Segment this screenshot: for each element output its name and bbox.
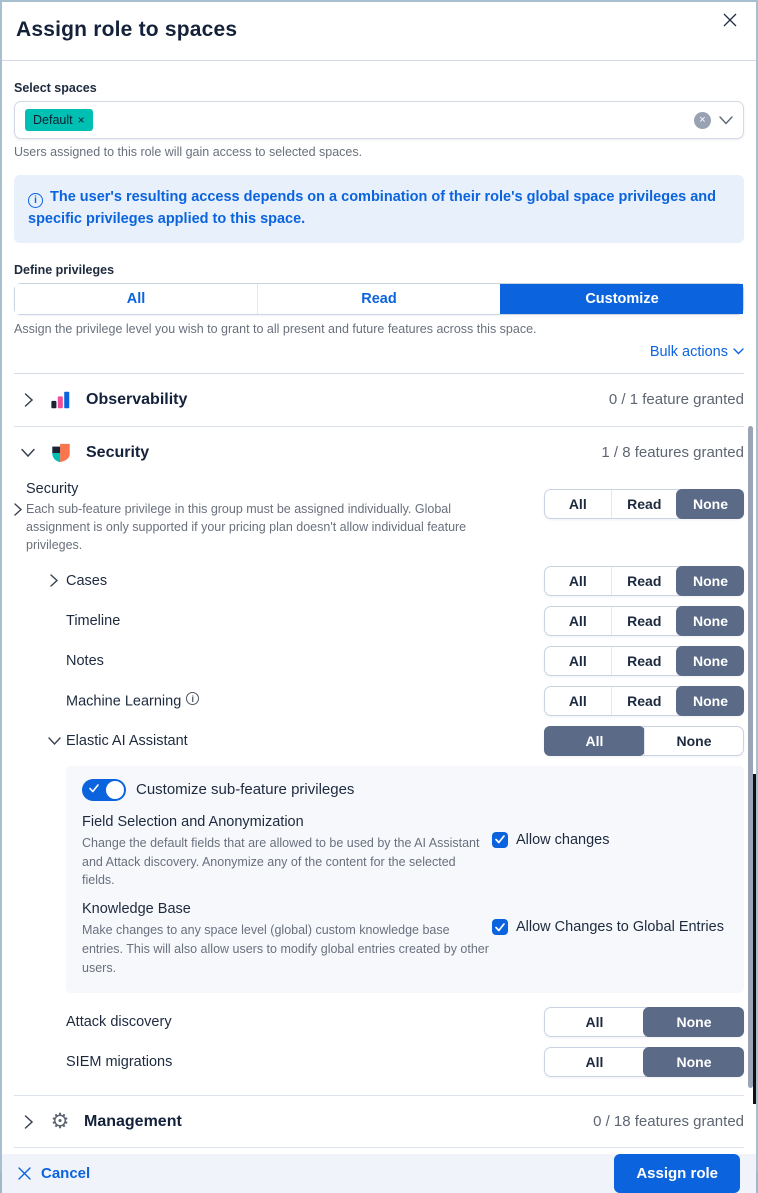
all-button[interactable]: All <box>585 1054 604 1071</box>
divider <box>14 1147 744 1148</box>
access-info-callout <box>14 175 744 243</box>
ai-assistant-privilege-group <box>544 726 744 756</box>
chevron-down-icon <box>733 348 744 355</box>
feature-row-timeline <box>14 606 744 636</box>
attack-discovery-privilege-group <box>544 1007 744 1037</box>
subfeature-text <box>82 814 490 890</box>
close-icon <box>18 1167 31 1180</box>
read-button[interactable]: Read <box>611 607 678 635</box>
feature-description: Each sub-feature privilege in this group must be assigned individually. Global assignment is only supported if your pricing plan doesn't allow individual feature privileges. <box>26 501 467 552</box>
subfeature-knowledge-base <box>82 901 728 977</box>
spaces-combobox[interactable] <box>14 101 744 139</box>
section-summary: 0 / 1 feature granted <box>608 391 744 408</box>
info-icon: i <box>28 193 43 208</box>
spaces-help-text: Users assigned to this role will gain access to selected spaces. <box>14 145 363 159</box>
checkbox-label: Allow changes <box>516 831 610 848</box>
section-title: Security <box>86 443 150 461</box>
all-button[interactable]: All <box>544 726 645 756</box>
all-button[interactable]: All <box>585 1014 604 1031</box>
read-button[interactable]: Read <box>611 647 678 675</box>
notes-privilege-group <box>544 646 744 676</box>
feature-row-elastic-ai-assistant <box>14 726 744 756</box>
cancel-label: Cancel <box>41 1165 91 1183</box>
none-button[interactable]: None <box>643 1047 744 1077</box>
none-button[interactable]: None <box>676 566 744 596</box>
checkbox-checked-icon[interactable] <box>492 832 508 848</box>
callout-text: The user's resulting access depends on a combination of their role's global space privileges and specific privileges applied to this space. <box>28 189 717 227</box>
ai-assistant-subfeature-panel <box>66 766 744 994</box>
none-button[interactable]: None <box>676 489 744 519</box>
checkbox-checked-icon[interactable] <box>492 919 508 935</box>
all-button[interactable]: All <box>568 495 587 512</box>
none-button[interactable]: None <box>676 606 744 636</box>
toggle-knob <box>106 781 124 799</box>
chevron-right-icon[interactable] <box>46 574 62 587</box>
all-button[interactable]: All <box>568 692 587 709</box>
cases-privilege-group <box>544 566 744 596</box>
feature-row-machine-learning <box>14 686 744 716</box>
modal-header <box>2 2 756 61</box>
modal-body <box>2 61 756 1148</box>
privilege-level-button-group <box>14 283 744 315</box>
feature-label: Attack discovery <box>66 1014 172 1031</box>
privilege-read-button[interactable]: Read <box>257 284 500 314</box>
select-spaces-label: Select spaces <box>14 81 97 95</box>
all-button[interactable]: All <box>568 612 587 629</box>
none-button[interactable]: None <box>676 646 744 676</box>
section-security[interactable] <box>14 427 744 479</box>
chevron-right-icon[interactable] <box>20 392 36 408</box>
timeline-privilege-group <box>544 606 744 636</box>
feature-label: Timeline <box>66 612 121 629</box>
feature-label: Notes <box>66 652 104 669</box>
define-privileges-label: Define privileges <box>14 262 115 277</box>
allow-changes-checkbox-row[interactable] <box>492 832 610 848</box>
security-logo-icon <box>50 442 72 464</box>
subfeature-text <box>82 901 490 977</box>
section-summary: 1 / 8 features granted <box>601 444 744 461</box>
feature-label: Cases <box>66 572 108 589</box>
info-icon[interactable]: i <box>186 692 199 705</box>
observability-logo-icon <box>50 389 72 411</box>
feature-label: SIEM migrations <box>66 1054 173 1071</box>
checkbox-label: Allow Changes to Global Entries <box>516 919 724 936</box>
allow-global-entries-checkbox-row[interactable] <box>492 919 724 935</box>
section-summary: 0 / 18 features granted <box>593 1113 744 1131</box>
feature-label: Elastic AI Assistant <box>66 732 188 749</box>
privilege-help-text: Assign the privilege level you wish to grant to all present and future features across this space. <box>14 321 537 336</box>
all-button[interactable]: All <box>568 652 587 669</box>
combo-icons <box>694 112 733 129</box>
cancel-button[interactable] <box>18 1165 90 1182</box>
machine-learning-privilege-group <box>544 686 744 716</box>
feature-row-notes <box>14 646 744 676</box>
read-button[interactable]: Read <box>611 490 678 518</box>
space-badge-label: Default <box>33 113 73 127</box>
read-button[interactable]: Read <box>611 567 678 595</box>
subfeature-title: Field Selection and Anonymization <box>82 813 304 830</box>
read-button[interactable]: Read <box>611 687 678 715</box>
section-management[interactable] <box>14 1096 744 1147</box>
feature-row-cases <box>14 566 744 596</box>
subfeature-field-selection <box>82 814 728 890</box>
chevron-down-icon[interactable] <box>46 737 62 745</box>
feature-row-siem-migrations <box>14 1047 744 1077</box>
none-button[interactable]: None <box>643 1007 744 1037</box>
none-button[interactable]: None <box>676 686 744 716</box>
feature-label: Machine Learning i <box>66 692 199 710</box>
close-icon[interactable] <box>718 8 742 32</box>
chevron-right-icon[interactable] <box>20 1114 36 1130</box>
modal-footer <box>2 1154 756 1193</box>
siem-migrations-privilege-group <box>544 1047 744 1077</box>
assign-role-button[interactable]: Assign role <box>614 1154 740 1193</box>
feature-security-text <box>26 481 481 554</box>
none-button[interactable]: None <box>644 727 743 755</box>
modal-title: Assign role to spaces <box>16 18 238 41</box>
privilege-customize-button[interactable]: Customize <box>500 284 743 314</box>
toggle-on-icon[interactable] <box>82 779 126 801</box>
customize-subfeature-toggle-row[interactable] <box>82 779 728 801</box>
toggle-label: Customize sub-feature privileges <box>136 781 355 799</box>
remove-space-icon[interactable]: × <box>77 113 85 127</box>
section-title: Observability <box>86 390 188 408</box>
security-privilege-group <box>544 489 744 519</box>
subfeature-description: Change the default fields that are allowed to be used by the AI Assistant and Attack discovery. Anonymize any of the content for the selected fields. <box>82 835 480 888</box>
chevron-down-icon[interactable] <box>719 116 733 125</box>
window-scrollbar-thumb[interactable] <box>753 774 756 1104</box>
feature-row-attack-discovery <box>14 1007 744 1037</box>
space-badge-default[interactable] <box>25 109 93 131</box>
feature-row-security <box>14 481 744 554</box>
clear-selection-icon[interactable]: × <box>694 112 711 129</box>
chevron-right-icon[interactable] <box>14 503 22 521</box>
gear-icon: ⚙ <box>50 1110 70 1134</box>
privilege-all-button[interactable]: All <box>15 284 257 314</box>
subfeature-description: Make changes to any space level (global) custom knowledge base entries. This will also allow users to modify global entries created by other users. <box>82 923 489 975</box>
subfeature-title: Knowledge Base <box>82 901 191 918</box>
all-button[interactable]: All <box>568 572 587 589</box>
section-observability[interactable] <box>14 374 744 426</box>
chevron-down-icon[interactable] <box>20 445 36 461</box>
bulk-actions-link[interactable] <box>650 344 744 360</box>
bulk-actions-label: Bulk actions <box>649 343 728 360</box>
section-title: Management <box>84 1112 182 1130</box>
feature-label: Security <box>26 480 79 497</box>
